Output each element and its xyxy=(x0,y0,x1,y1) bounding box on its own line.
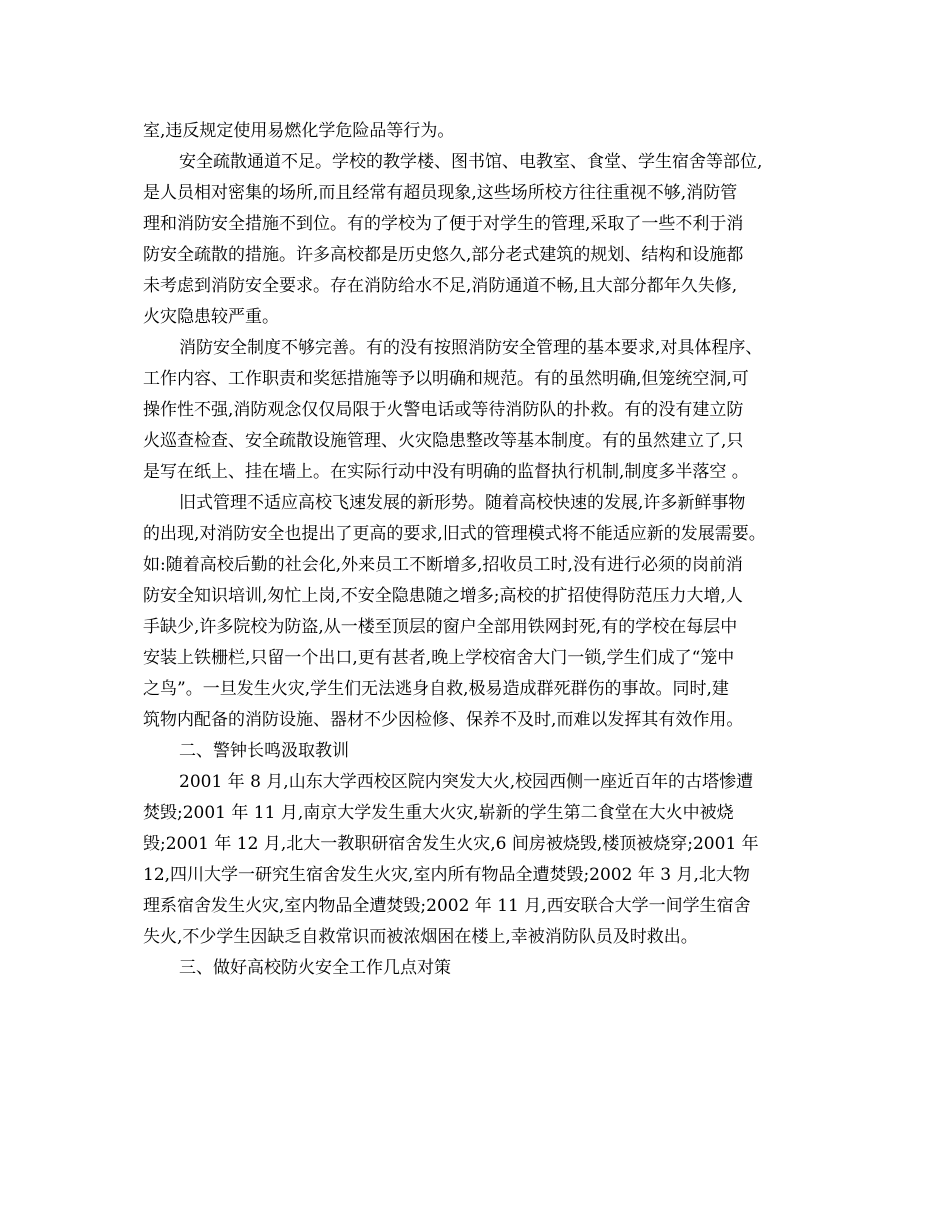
text-line: 毁;2001 年 12 月,北大一教职研宿舍发生火灾,6 间房被烧毁,楼顶被烧穿;2001 年 xyxy=(143,834,759,854)
text-line: 失火,不少学生因缺乏自救常识而被浓烟困在楼上,幸被消防队员及时救出。 xyxy=(143,927,698,947)
text-line: 的出现,对消防安全也提出了更高的要求,旧式的管理模式将不能适应新的发展需要。 xyxy=(143,524,766,544)
paragraph-start-line: 安全疏散通道不足。学校的教学楼、图书馆、电教室、食堂、学生宿舍等部位, xyxy=(179,152,763,172)
text-line: 焚毁;2001 年 11 月,南京大学发生重大火灾,崭新的学生第二食堂在大火中被烧 xyxy=(143,803,734,823)
text-line: 是人员相对密集的场所,而且经常有超员现象,这些场所校方往往重视不够,消防管 xyxy=(143,183,738,203)
text-line: 防安全疏散的措施。许多高校都是历史悠久,部分老式建筑的规划、结构和设施都 xyxy=(143,245,744,265)
paragraph-start-line: 二、警钟长鸣汲取教训 xyxy=(179,741,349,761)
paragraph-start-line: 2001 年 8 月,山东大学西校区院内突发大火,校园西侧一座近百年的古塔惨遭 xyxy=(179,772,754,792)
text-line: 如:随着高校后勤的社会化,外来员工不断增多,招收员工时,没有进行必须的岗前消 xyxy=(143,555,743,575)
text-line: 操作性不强,消防观念仅仅局限于火警电话或等待消防队的扑救。有的没有建立防 xyxy=(143,400,744,420)
text-line: 理和消防安全措施不到位。有的学校为了便于对学生的管理,采取了一些不利于消 xyxy=(143,214,744,234)
text-line: 安装上铁栅栏,只留一个出口,更有甚者,晚上学校宿舍大门一锁,学生们成了“笼中 xyxy=(143,648,735,668)
paragraph-start-line: 旧式管理不适应高校飞速发展的新形势。随着高校快速的发展,许多新鲜事物 xyxy=(179,493,746,513)
text-line: 理系宿舍发生火灾,室内物品全遭焚毁;2002 年 11 月,西安联合大学一间学生宿舍 xyxy=(143,896,751,916)
text-line: 是写在纸上、挂在墙上。在实际行动中没有明确的监督执行机制,制度多半落空 。 xyxy=(143,462,749,482)
text-line: 工作内容、工作职责和奖惩措施等予以明确和规范。有的虽然明确,但笼统空洞,可 xyxy=(143,369,749,389)
text-line: 之鸟”。一旦发生火灾,学生们无法逃身自救,极易造成群死群伤的事故。同时,建 xyxy=(143,679,729,699)
text-line: 12,四川大学一研究生宿舍发生火灾,室内所有物品全遭焚毁;2002 年 3 月,北大物 xyxy=(143,865,750,885)
paragraph-start-line: 三、做好高校防火安全工作几点对策 xyxy=(179,958,451,978)
text-line: 火灾隐患较严重。 xyxy=(143,307,279,327)
text-line: 火巡查检查、安全疏散设施管理、火灾隐患整改等基本制度。有的虽然建立了,只 xyxy=(143,431,744,451)
paragraph-start-line: 消防安全制度不够完善。有的没有按照消防安全管理的基本要求,对具体程序、 xyxy=(179,338,763,358)
text-line: 手缺少,许多院校为防盗,从一楼至顶层的窗户全部用铁网封死,有的学校在每层中 xyxy=(143,617,738,637)
text-line: 防安全知识培训,匆忙上岗,不安全隐患随之增多;高校的扩招使得防范压力大增,人 xyxy=(143,586,743,606)
text-line: 室,违反规定使用易燃化学危险品等行为。 xyxy=(143,121,455,141)
text-line: 筑物内配备的消防设施、器材不少因检修、保养不及时,而难以发挥其有效作用。 xyxy=(143,710,744,730)
document-body xyxy=(143,116,823,984)
text-line: 未考虑到消防安全要求。存在消防给水不足,消防通道不畅,且大部分都年久失修, xyxy=(143,276,738,296)
